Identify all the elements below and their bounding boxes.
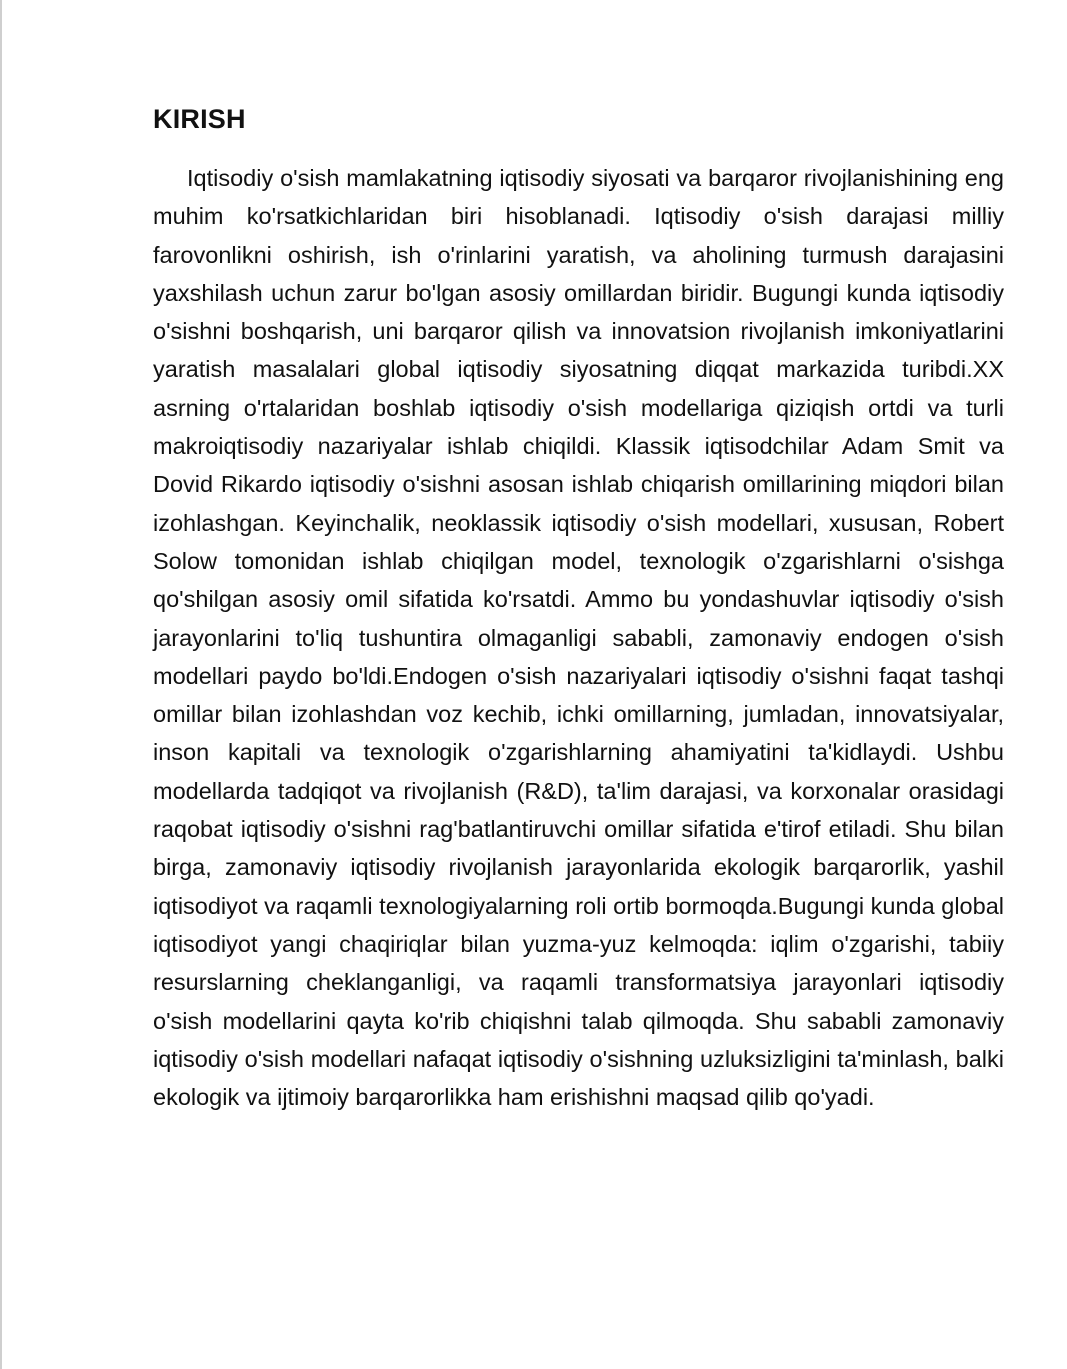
section-heading: KIRISH bbox=[153, 104, 246, 134]
page-left-edge bbox=[0, 0, 2, 1369]
body-paragraph: Iqtisodiy o'sish mamlakatning iqtisodiy siyosati va barqaror rivojlanishining eng muhim ko'rsatkichlaridan biri hisoblanadi. Iqtisodiy o'sish darajasi milliy farovonlikni oshirish, ish o'rinlarini yaratish, va aholining turmush darajasini yaxshilash uchun zarur bo'lgan asosiy omillardan biridir. Bugungi kunda iqtisodiy o'sishni boshqarish, uni barqaror qilish va innovatsion rivojlanish imkoniyatlarini yaratish masalalari global iqtisodiy siyosatning diqqat markazida turibdi.XX asrning o'rtalaridan boshlab iqtisodiy o'sish modellariga qiziqish ortdi va turli makroiqtisodiy nazariyalar ishlab chiqildi. Klassik iqtisodchilar Adam Smit va Dovid Rikardo iqtisodiy o'sishni asosan ishlab chiqarish omillarining miqdori bilan izohlashgan. Keyinchalik, neoklassik iqtisodiy o'sish modellari, xususan, Robert Solow tomonidan ishlab chiqilgan model, texnologik o'zgarishlarni o'sishga qo'shilgan asosiy omil sifatida ko'rsatdi. Ammo bu yondashuvlar iqtisodiy o'sish jarayonlarini to'liq tushuntira olmaganligi sababli, zamonaviy endogen o'sish modellari paydo bo'ldi.Endogen o'sish nazariyalari iqtisodiy o'sishni faqat tashqi omillar bilan izohlashdan voz kechib, ichki omillarning, jumladan, innovatsiyalar, inson kapitali va texnologik o'zgarishlarning ahamiyatini ta'kidlaydi. Ushbu modellarda tadqiqot va rivojlanish (R&D), ta'lim darajasi, va korxonalar orasidagi raqobat iqtisodiy o'sishni rag'batlantiruvchi omillar sifatida e'tirof etiladi. Shu bilan birga, zamonaviy iqtisodiy rivojlanish jarayonlarida ekologik barqarorlik, yashil iqtisodiyot va raqamli texnologiyalarning roli ortib bormoqda.Bugungi kunda global iqtisodiyot yangi chaqiriqlar bilan yuzma-yuz kelmoqda: iqlim o'zgarishi, tabiiy resurslarning cheklanganligi, va raqamli transformatsiya jarayonlari iqtisodiy o'sish modellarini qayta ko'rib chiqishni talab qilmoqda. Shu sababli zamonaviy iqtisodiy o'sish modellari nafaqat iqtisodiy o'sishning uzluksizligini ta'minlash, balki ekologik va ijtimoiy barqarorlikka ham erishishni maqsad qilib qo'yadi. bbox=[153, 165, 1004, 1111]
